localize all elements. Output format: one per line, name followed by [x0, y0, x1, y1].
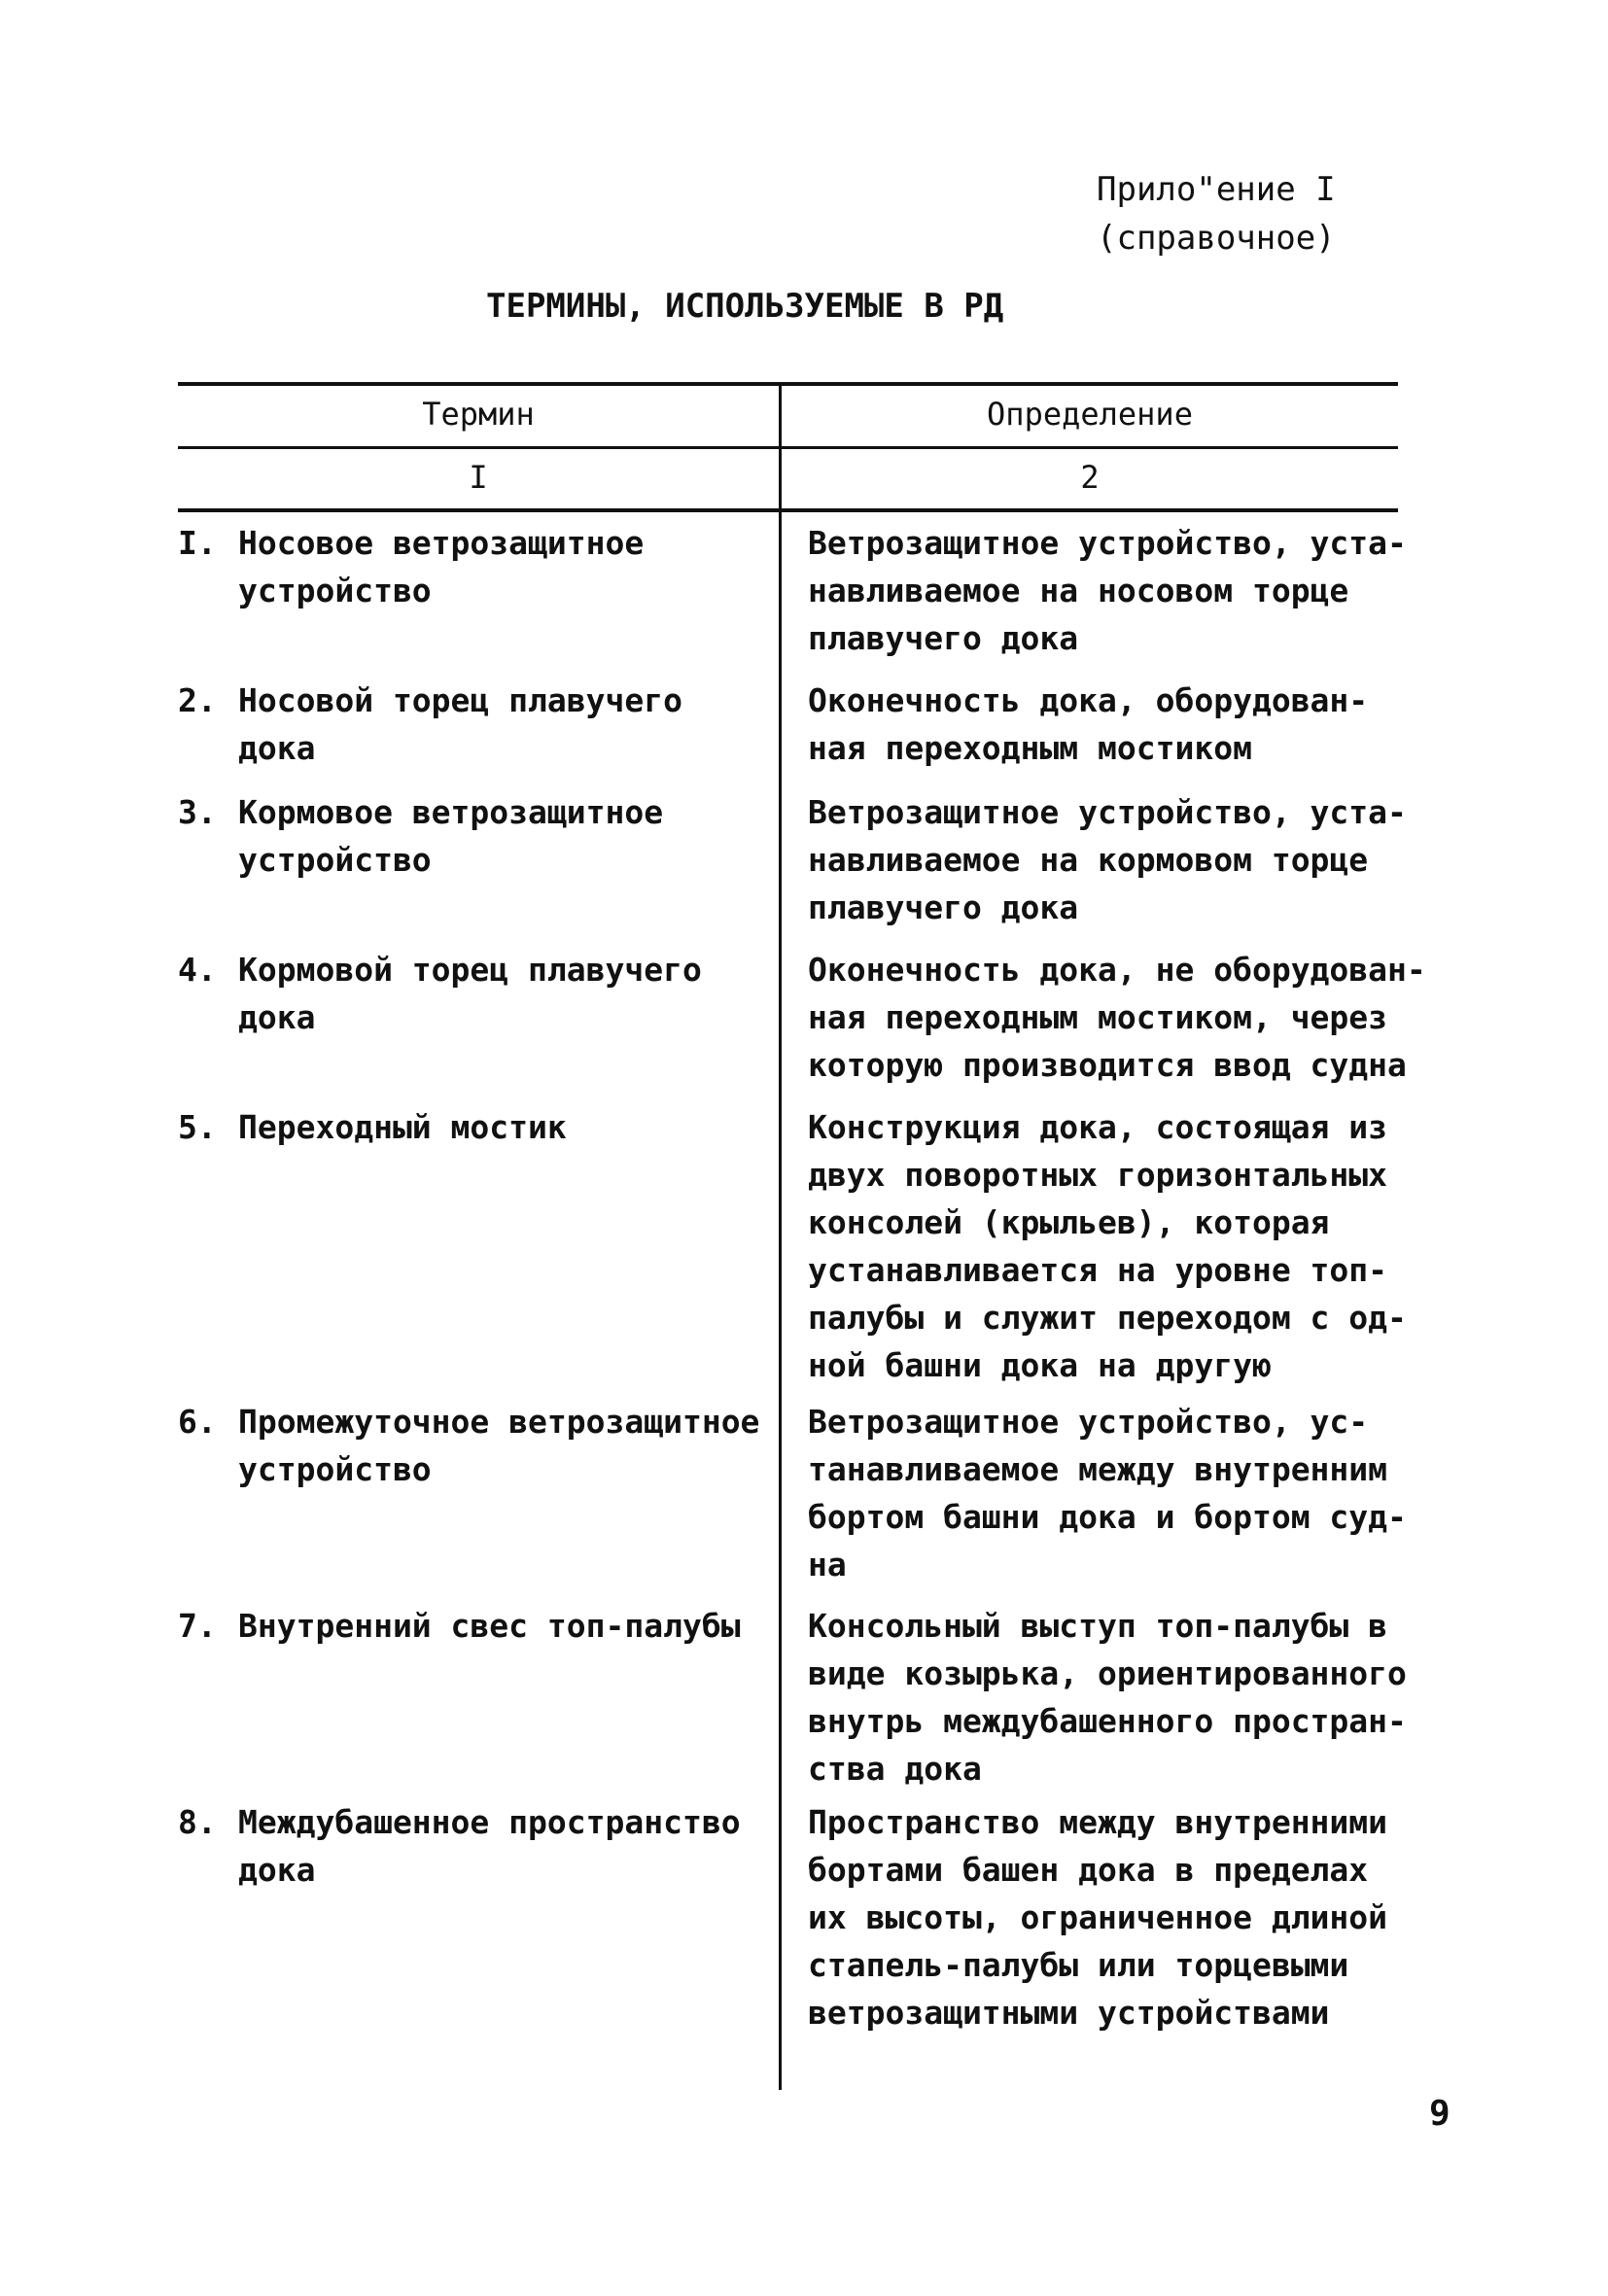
row-1-number: I. — [178, 524, 217, 562]
row-4-def-line-1: Оконечность дока, не оборудован- — [808, 951, 1426, 989]
row-1-term-line-2: устройство — [238, 572, 432, 609]
row-5-def-line-5: палубы и служит переходом с од- — [808, 1299, 1407, 1337]
row-2-def-line-1: Оконечность дока, оборудован- — [808, 681, 1369, 719]
row-1-def-line-1: Ветрозащитное устройство, уста- — [808, 524, 1407, 562]
row-8-term-line-1: Междубашенное пространство — [238, 1803, 741, 1841]
row-1-term-line-1: Носовое ветрозащитное — [238, 524, 645, 562]
table-row-1-term — [178, 519, 773, 614]
row-7-def-line-2: виде козырька, ориентированного — [808, 1654, 1407, 1692]
row-6-def-line-1: Ветрозащитное устройство, ус- — [808, 1403, 1369, 1441]
row-5-def-line-1: Конструкция дока, состоящая из — [808, 1108, 1388, 1146]
row-2-def-line-2: ная переходным мостиком — [808, 729, 1252, 767]
table-row-1-definition — [808, 519, 1407, 662]
row-4-def-line-2: ная переходным мостиком, через — [808, 998, 1388, 1036]
row-2-term-line-2: дока — [238, 729, 316, 767]
row-6-def-line-3: бортом башни дока и бортом суд- — [808, 1498, 1407, 1536]
header-definition: Определение — [987, 396, 1193, 433]
page-title: ТЕРМИНЫ, ИСПОЛЬЗУЕМЫЕ В РД — [486, 287, 1004, 326]
row-6-term-line-1: Промежуточное ветрозащитное — [238, 1403, 760, 1441]
appendix-label — [1097, 165, 1336, 262]
row-8-def-line-5: ветрозащитными устройствами — [808, 1994, 1330, 2032]
row-4-term-line-2: дока — [238, 998, 316, 1036]
row-5-def-line-3: консолей (крыльев), которая — [808, 1203, 1330, 1241]
column-number-term: I — [469, 459, 488, 496]
header-term: Термин — [422, 396, 535, 433]
table-row-4-definition — [808, 946, 1426, 1089]
table-row-3-definition — [808, 788, 1407, 931]
table-row-4-term — [178, 946, 773, 1041]
appendix-line-1: Прило"ение I — [1097, 170, 1336, 209]
row-3-def-line-2: навливаемое на кормовом торце — [808, 841, 1369, 879]
row-8-def-line-1: Пространство между внутренними — [808, 1803, 1388, 1841]
row-3-number: 3. — [178, 793, 217, 831]
row-5-def-line-6: ной башни дока на другую — [808, 1346, 1272, 1384]
row-3-def-line-3: плавучего дока — [808, 888, 1079, 926]
row-5-number: 5. — [178, 1108, 217, 1146]
row-4-term-line-1: Кормовой торец плавучего — [238, 951, 702, 989]
row-4-def-line-3: которую производится ввод судна — [808, 1046, 1407, 1084]
table-row-3-term — [178, 788, 773, 884]
row-1-def-line-3: плавучего дока — [808, 619, 1079, 657]
row-1-def-line-2: навливаемое на носовом торце — [808, 572, 1349, 609]
header-rule — [178, 446, 1398, 449]
row-3-term-line-1: Кормовое ветрозащитное — [238, 793, 664, 831]
appendix-line-2: (справочное) — [1097, 219, 1336, 258]
table-row-5-term — [178, 1103, 773, 1151]
table-row-7-term — [178, 1602, 773, 1650]
row-6-def-line-4: на — [808, 1546, 847, 1583]
table-row-2-definition — [808, 677, 1401, 772]
table-row-8-term — [178, 1798, 773, 1894]
table-row-5-definition — [808, 1103, 1407, 1389]
row-8-def-line-2: бортами башен дока в пределах — [808, 1851, 1369, 1889]
row-7-def-line-4: ства дока — [808, 1750, 982, 1788]
page-number: 9 — [1429, 2094, 1451, 2134]
column-number-definition: 2 — [1080, 459, 1100, 496]
row-2-term-line-1: Носовой торец плавучего — [238, 681, 682, 719]
row-7-def-line-3: внутрь междубашенного простран- — [808, 1702, 1407, 1740]
row-2-number: 2. — [178, 681, 217, 719]
row-4-number: 4. — [178, 951, 217, 989]
table-row-6-term — [178, 1398, 773, 1493]
row-7-number: 7. — [178, 1607, 217, 1645]
row-5-def-line-4: устанавливается на уровне топ- — [808, 1251, 1388, 1289]
row-3-term-line-2: устройство — [238, 841, 432, 879]
table-top-rule — [178, 382, 1398, 386]
row-6-def-line-2: танавливаемое между внутренним — [808, 1450, 1388, 1488]
column-number-rule — [178, 508, 1398, 512]
row-8-number: 8. — [178, 1803, 217, 1841]
row-8-def-line-4: стапель-палубы или торцевыми — [808, 1946, 1349, 1984]
row-7-term-line-1: Внутренний свес топ-палубы — [238, 1607, 741, 1645]
row-3-def-line-1: Ветрозащитное устройство, уста- — [808, 793, 1407, 831]
row-8-def-line-3: их высоты, ограниченное длиной — [808, 1898, 1388, 1936]
table-row-6-definition — [808, 1398, 1407, 1588]
row-8-term-line-2: дока — [238, 1851, 316, 1889]
row-6-number: 6. — [178, 1403, 217, 1441]
table-row-2-term — [178, 677, 773, 772]
table-row-7-definition — [808, 1602, 1407, 1792]
table-row-8-definition — [808, 1798, 1401, 2036]
terms-table — [178, 382, 1426, 2090]
row-5-term-line-1: Переходный мостик — [238, 1108, 567, 1146]
row-7-def-line-1: Консольный выступ топ-палубы в — [808, 1607, 1388, 1645]
column-divider — [779, 382, 782, 2090]
row-6-term-line-2: устройство — [238, 1450, 432, 1488]
row-5-def-line-2: двух поворотных горизонтальных — [808, 1156, 1388, 1194]
